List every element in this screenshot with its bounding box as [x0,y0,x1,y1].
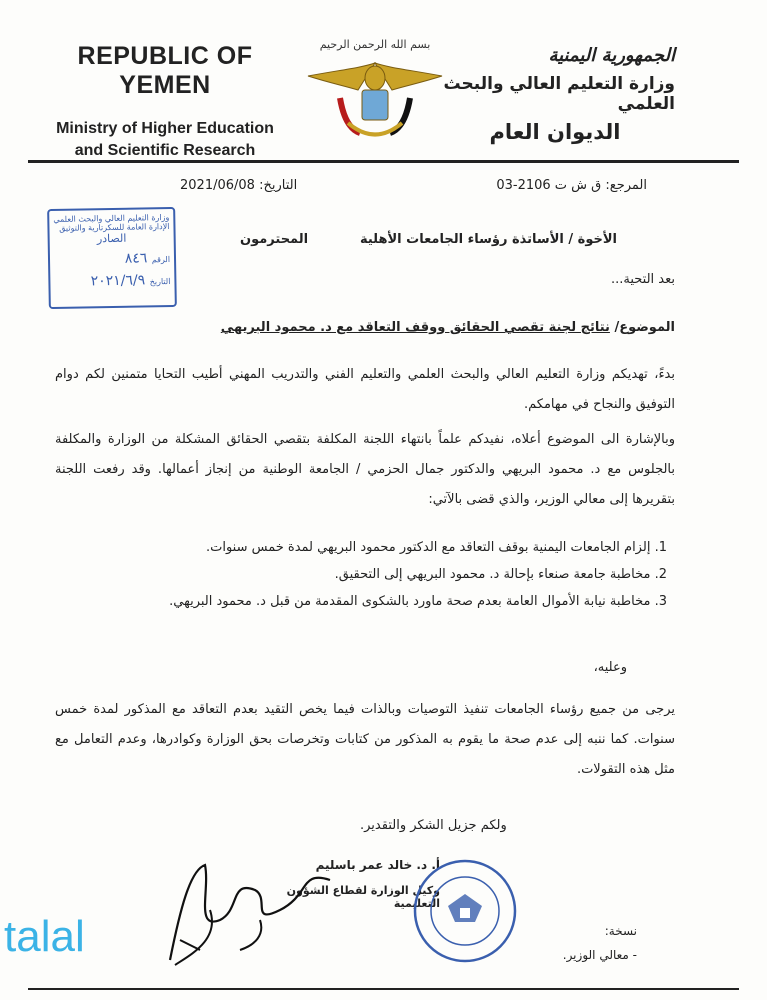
ministry-name-en [40,118,290,162]
stamp-line1: وزارة التعليم العالي والبحث العلمي [53,212,170,225]
date-value: 2021/06/08 [180,178,255,193]
greeting: بعد التحية... [610,272,675,287]
subject-text: نتائج لجنة تقصي الحقائق ووقف التعاقد مع د. محمود البريهي [220,320,610,335]
honorific: المحترمون [240,232,309,247]
date [180,178,297,193]
ref-label: المرجع: [605,178,647,193]
list-item: 2. مخاطبة جامعة صنعاء بإحالة د. محمود البريهي إلى التحقيق. [334,567,667,582]
ministry-line2: and Scientific Research [74,142,256,159]
date-label: التاريخ: [259,178,298,193]
handwritten-signature [160,850,410,970]
signatory-title: وكيل الوزارة لقطاع الشؤون التعليمية [286,884,440,910]
yemen-emblem [300,28,450,153]
paragraph-intro: بدءً، تهديكم وزارة التعليم العالي والبحث العلمي والتعليم الفني والتدريب المهني أطيب التحايا متمنين لكم دوام التوفيق والنجاح في مهامكم. [55,367,675,412]
paragraph-reference: وبالإشارة الى الموضوع أعلاه، نفيدكم علماً بانتهاء اللجنة المكلفة بتقصي الحقائق المشكلة من الوزارة والمكلفة بالجلوس مع د. محمود البريهي والدكتور جمال الحزمي / الجامعة الوطنية من إنجاز أعمالها. وقد رفعت اللجنة بتقريرها إلى معالي الوزير، والذي قضى بالآتي: [55,432,675,507]
subject-label: الموضوع/ [614,320,675,335]
footer-divider [28,988,739,990]
official-seal [410,856,520,966]
ref-value: ق ش ت 2106-03 [496,178,602,193]
general-office-ar: الديوان العام [489,120,621,144]
signatory-name: أ. د. خالد عمر باسليم [315,858,440,872]
stamp-date: التاريخ ٢٠٢١/٦/٩ [90,272,171,290]
stamp-line3: الصادر [96,231,127,246]
ministry-name-ar: وزارة التعليم العالي والبحث العلمي [443,74,675,114]
paragraph-request: يرجى من جميع رؤساء الجامعات تنفيذ التوصيات وبالذات فيما يخص التقيد بعدم التعاقد مع المذكور لمدة خمس سنوات. كما ننبه إلى عدم صحة ما يقوم به المذكور من كتابات وتخرصات بحق الوزارة وكوادرها، وعدم التعامل مع مثل هذه التقولات. [55,702,675,777]
subject [221,320,675,335]
header-divider [28,160,739,163]
header-english [40,42,290,162]
copy-label: نسخة: [604,924,637,938]
reference [496,178,647,193]
addressee: الأخوة / الأساتذة رؤساء الجامعات الأهلية [359,232,617,247]
header-arabic [435,45,675,144]
watermark-text: talal [4,912,85,961]
emblem-basmala: بسم الله الرحمن الرحيم [319,38,431,51]
stamp-number: الرقم ٨٤٦ [124,250,171,267]
incoming-stamp [47,207,177,309]
ministry-line1: Ministry of Higher Education [56,120,274,137]
list-item: 3. مخاطبة نيابة الأموال العامة بعدم صحة ماورد بالشكوى المقدمة من قبل د. محمود البريهي. [169,594,667,609]
stamp-line2: الإدارة العامة للسكرتارية والتوثيق [59,221,170,233]
thereupon: وعليه، [593,660,627,675]
list-item: 1. إلزام الجامعات اليمنية بوقف التعاقد مع الدكتور محمود البريهي لمدة خمس سنوات. [205,540,667,555]
republic-title: REPUBLIC OF YEMEN [77,42,253,99]
republic-title-ar: الجمهورية اليمنية [548,45,675,66]
thanks: ولكم جزيل الشكر والتقدير. [360,818,507,833]
copy-to: - معالي الوزير. [562,948,637,962]
